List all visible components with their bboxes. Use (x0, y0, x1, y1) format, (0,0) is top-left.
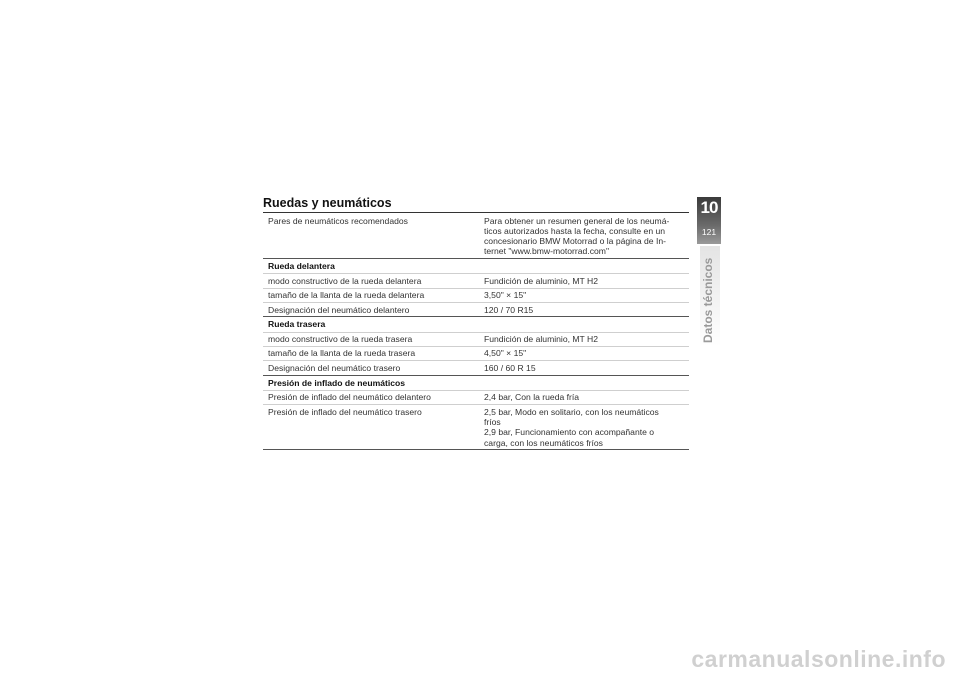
row-label: modo constructivo de la rueda trasera (263, 332, 476, 346)
table-row (263, 332, 689, 346)
group-heading: Rueda delantera (263, 259, 689, 274)
row-value (476, 405, 689, 450)
title-rule (263, 212, 689, 213)
table-row (263, 346, 689, 360)
row-value: 120 / 70 R15 (476, 303, 689, 317)
row-value-text: 2,5 bar, Modo en solitario, con los neumáticos fríos 2,9 bar, Funcionamiento con acompañante o carga, con los neumáticos fríos (484, 406, 659, 448)
row-value: 160 / 60 R 15 (476, 361, 689, 375)
table-row (263, 390, 689, 404)
table-row (263, 405, 689, 450)
group-heading-rear-wheel (263, 317, 689, 332)
chapter-number: 10 (700, 198, 718, 217)
row-label: tamaño de la llanta de la rueda trasera (263, 346, 476, 360)
watermark: carmanualsonline.info (691, 646, 946, 672)
row-value: 4,50" × 15" (476, 346, 689, 360)
row-value: Fundición de aluminio, MT H2 (476, 274, 689, 288)
row-value-text: Para obtener un resumen general de los neumá- ticos autorizados hasta la fecha, consulte en un concesionario BMW Motorrad o la página de In- ternet "www.bmw-motorrad.com" (484, 215, 670, 257)
row-label: tamaño de la llanta de la rueda delantera (263, 288, 476, 302)
table-row (263, 361, 689, 375)
row-label: Designación del neumático delantero (263, 303, 476, 317)
section-title: Ruedas y neumáticos (263, 196, 392, 210)
page-number: 121 (701, 227, 717, 237)
group-heading-front-wheel (263, 259, 689, 274)
row-value: 2,4 bar, Con la rueda fría (476, 390, 689, 404)
table-row-recommended-tires (263, 214, 689, 259)
group-heading: Presión de inflado de neumáticos (263, 375, 689, 390)
row-label: Presión de inflado del neumático delantero (263, 390, 476, 404)
table-row (263, 288, 689, 302)
row-label: modo constructivo de la rueda delantera (263, 274, 476, 288)
row-value: Fundición de aluminio, MT H2 (476, 332, 689, 346)
row-label: Pares de neumáticos recomendados (263, 214, 476, 259)
row-label: Designación del neumático trasero (263, 361, 476, 375)
row-label: Presión de inflado del neumático trasero (263, 405, 476, 450)
row-value (476, 214, 689, 259)
row-value: 3,50" × 15" (476, 288, 689, 302)
group-heading-tire-pressure (263, 375, 689, 390)
chapter-label: Datos técnicos (701, 257, 715, 343)
table-row (263, 303, 689, 317)
spec-table (263, 214, 689, 450)
table-row (263, 274, 689, 288)
group-heading: Rueda trasera (263, 317, 689, 332)
